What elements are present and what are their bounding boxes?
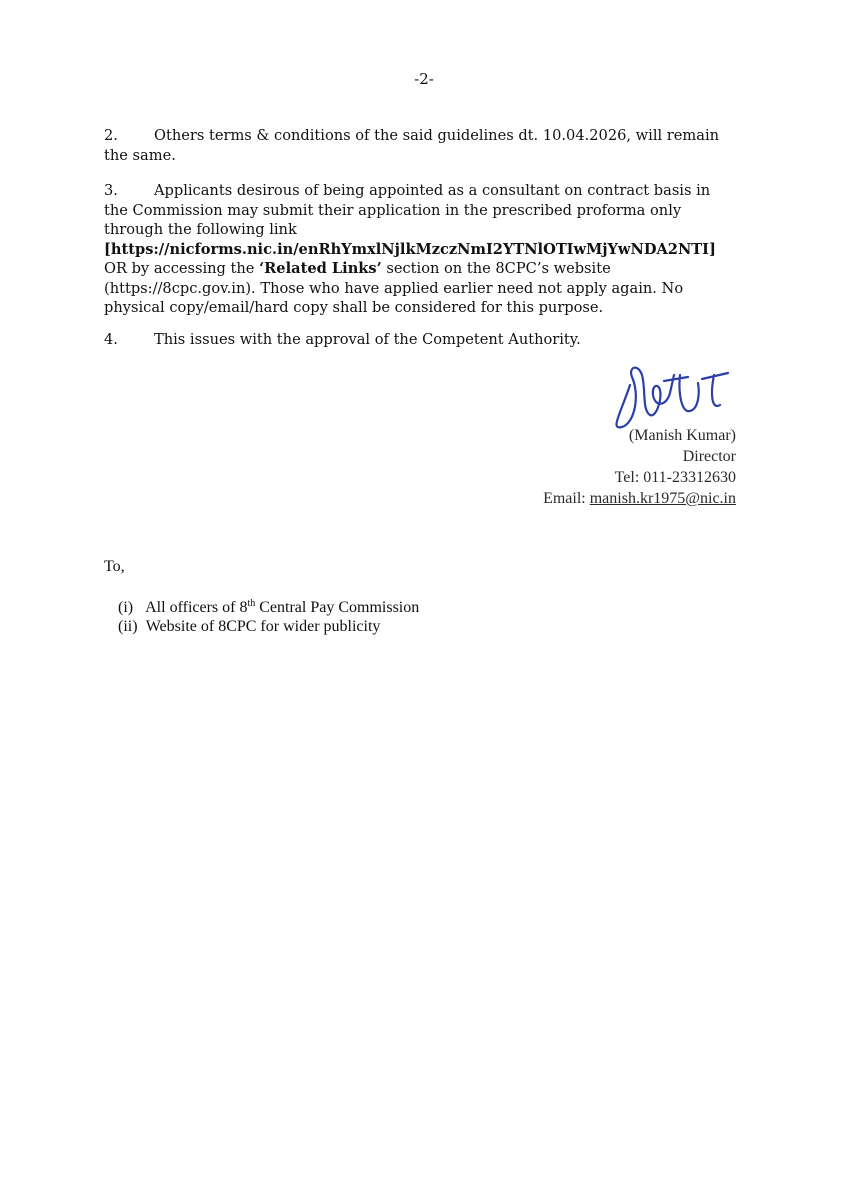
paragraph-text: Applicants desirous of being appointed as a consultant on contract basis in: [154, 182, 711, 199]
paragraph-text-segment: section on the 8CPC’s website: [386, 260, 611, 277]
paragraph-text: the same.: [104, 146, 176, 164]
list-item: [118, 594, 419, 617]
list-item: [118, 617, 419, 636]
signatory-name: (Manish Kumar): [628, 427, 736, 444]
signatory-designation: Director: [682, 448, 736, 465]
paragraph-text: This issues with the approval of the Competent Authority.: [154, 331, 581, 348]
list-item-text: Central Pay Commission: [255, 599, 420, 616]
justified-line: [104, 259, 738, 279]
email-address[interactable]: manish.kr1975@nic.in: [589, 490, 736, 507]
page-number: -2-: [414, 70, 434, 88]
recipient-list: [118, 594, 419, 636]
list-marker: (ii): [118, 618, 138, 635]
list-item-text: Website of 8CPC for wider publicity: [145, 618, 381, 635]
paragraph-number: 2.: [104, 127, 118, 144]
list-item-text: All officers of 8: [145, 599, 248, 616]
paragraph-text-segment: OR by accessing the: [104, 260, 255, 277]
word: following: [196, 221, 265, 238]
paragraph-text: (https://8cpc.gov.in). Those who have applied earlier need not apply again. No: [104, 279, 684, 297]
paragraph-text: Others terms & conditions of the said guidelines dt. 10.04.2026, will remain: [154, 127, 720, 144]
ordinal-suffix: th: [247, 598, 256, 609]
paragraph-number: 4.: [104, 331, 118, 348]
word: the: [167, 221, 192, 238]
signatory-email-row: [543, 488, 736, 509]
justified-line: [104, 220, 738, 240]
application-link[interactable]: [https://nicforms.nic.in/enRhYmxlNjlkMzczNmI2YTNlOTIwMjYwNDA2NTI]: [104, 240, 716, 258]
paragraph-text: physical copy/email/hard copy shall be considered for this purpose.: [104, 299, 604, 316]
paragraph-3: [104, 181, 738, 318]
signatory-block: [543, 425, 736, 509]
paragraph-2: [104, 126, 738, 165]
word: link: [269, 221, 297, 238]
email-label: Email:: [543, 490, 586, 507]
list-marker: (i): [118, 599, 134, 616]
paragraph-text: [104, 201, 738, 221]
related-links-label: ‘Related Links’: [259, 260, 382, 277]
paragraph-text-segment: the Commission may submit their application in the prescribed proforma only: [104, 201, 682, 219]
to-label: To,: [104, 558, 125, 575]
word: through: [104, 221, 164, 238]
paragraph-number: 3.: [104, 182, 118, 199]
paragraph-4: [104, 330, 738, 350]
signatory-phone: Tel: 011-23312630: [614, 469, 736, 486]
